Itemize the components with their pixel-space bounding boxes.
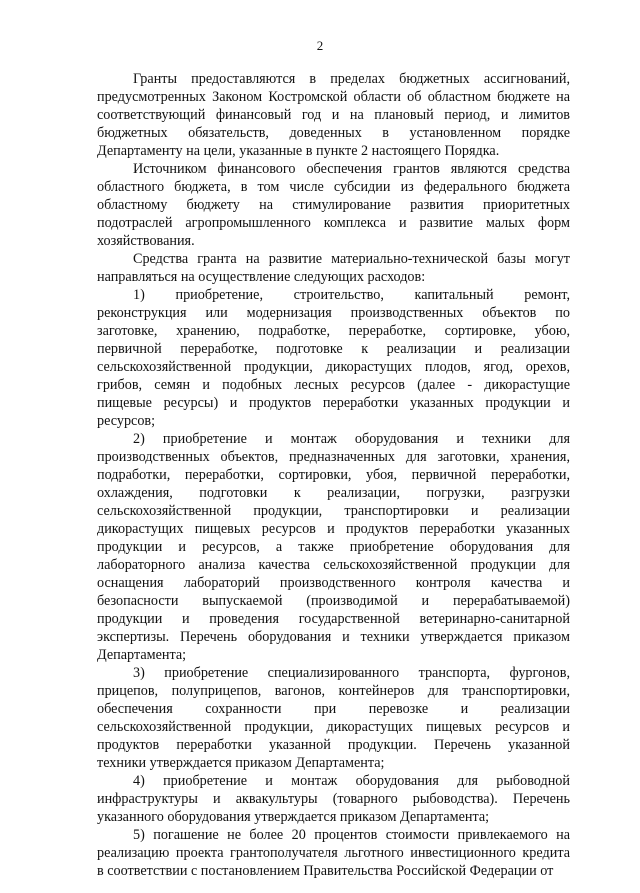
text-line: 4) приобретение и монтаж оборудования для рыбоводной xyxy=(133,773,570,789)
text-line: первичной переработке, подготовке к реализации и реализации xyxy=(97,341,570,357)
text-line: 5) погашение не более 20 процентов стоимости привлекаемого на xyxy=(133,827,570,843)
text-line: оснащения лабораторий производственного контроля качества и xyxy=(97,575,570,591)
text-line: реконструкция или модернизация производственных объектов по xyxy=(97,305,570,321)
paragraph xyxy=(97,160,570,250)
text-line: указанного оборудования утверждается приказом Департамента; xyxy=(97,809,490,825)
text-line: Источником финансового обеспечения грантов являются средства xyxy=(133,161,570,177)
page-number: 2 xyxy=(316,38,324,53)
text-line: направляться на осуществление следующих расходов: xyxy=(97,269,426,285)
text-line: предусмотренных Законом Костромской области об областном бюджете на xyxy=(97,89,570,105)
text-line: заготовке, хранению, подработке, переработке, сортировке, убою, xyxy=(97,323,570,339)
document-body xyxy=(97,70,570,880)
text-line: подработки, переработки, сортировки, убоя, первичной переработки, xyxy=(97,467,570,483)
text-line: сельскохозяйственной продукции, дикорастущих плодов, ягод, орехов, xyxy=(97,359,570,375)
text-line: 2) приобретение и монтаж оборудования и техники для xyxy=(133,431,570,447)
text-line: 1) приобретение, строительство, капитальный ремонт, xyxy=(133,287,570,303)
text-line: лабораторного анализа качества сельскохозяйственной продукции для xyxy=(97,557,570,573)
text-line: хозяйствования. xyxy=(97,233,195,249)
paragraph xyxy=(97,826,570,880)
text-line: сельскохозяйственной продукции, дикорастущих пищевых ресурсов и xyxy=(97,719,570,735)
text-line: охлаждения, подготовки к реализации, погрузки, разгрузки xyxy=(97,485,570,501)
text-line: производственных объектов, предназначенных для заготовки, хранения, xyxy=(97,449,570,465)
text-line: Департамента; xyxy=(97,647,187,663)
text-line: Средства гранта на развитие материально-технической базы могут xyxy=(133,251,570,267)
text-line: экспертизы. Перечень оборудования и техники утверждается приказом xyxy=(97,629,570,645)
text-line: подотраслей агропромышленного комплекса и развитие малых форм xyxy=(97,215,570,231)
text-line: сельскохозяйственной продукции, транспортировки и реализации xyxy=(97,503,570,519)
text-line: реализацию проекта грантополучателя льготного инвестиционного кредита xyxy=(97,845,570,861)
text-line: инфраструктуры и аквакультуры (товарного рыбоводства). Перечень xyxy=(97,791,570,807)
text-line: безопасности выпускаемой (производимой и перерабатываемой) xyxy=(97,593,570,609)
paragraph xyxy=(97,286,570,430)
text-line: областного бюджета, в том числе субсидии из федерального бюджета xyxy=(97,179,570,195)
text-line: Департаменту на цели, указанные в пункте 2 настоящего Порядка. xyxy=(97,143,500,159)
paragraph xyxy=(97,250,570,286)
text-line: ресурсов; xyxy=(97,413,156,429)
text-line: продуктов переработки указанной продукции. Перечень указанной xyxy=(97,737,570,753)
text-line: дикорастущих пищевых ресурсов и продуктов переработки указанных xyxy=(97,521,570,537)
text-line: прицепов, полуприцепов, вагонов, контейнеров для транспортировки, xyxy=(97,683,570,699)
paragraph xyxy=(97,70,570,160)
text-line: обеспечения сохранности при перевозке и реализации xyxy=(97,701,570,717)
text-line: продукции и ресурсов, а также приобретение оборудования для xyxy=(97,539,570,555)
text-line: грибов, семян и подобных лесных ресурсов (далее - дикорастущие xyxy=(97,377,570,393)
paragraph xyxy=(97,664,570,772)
text-line: продукции и проведения государственной ветеринарно-санитарной xyxy=(97,611,570,627)
text-line: пищевые ресурсы) и продуктов переработки указанных продукции и xyxy=(97,395,570,411)
text-line: техники утверждается приказом Департамента; xyxy=(97,755,385,771)
paragraph xyxy=(97,772,570,826)
text-line: 3) приобретение специализированного транспорта, фургонов, xyxy=(133,665,570,681)
paragraph xyxy=(97,430,570,664)
text-line: в соответствии с постановлением Правительства Российской Федерации от xyxy=(97,863,554,879)
text-line: Гранты предоставляются в пределах бюджетных ассигнований, xyxy=(133,71,570,87)
text-line: областному бюджету на стимулирование развития приоритетных xyxy=(97,197,570,213)
text-line: соответствующий финансовый год и на плановый период, и лимитов xyxy=(97,107,570,123)
text-line: бюджетных обязательств, доведенных в установленном порядке xyxy=(97,125,570,141)
